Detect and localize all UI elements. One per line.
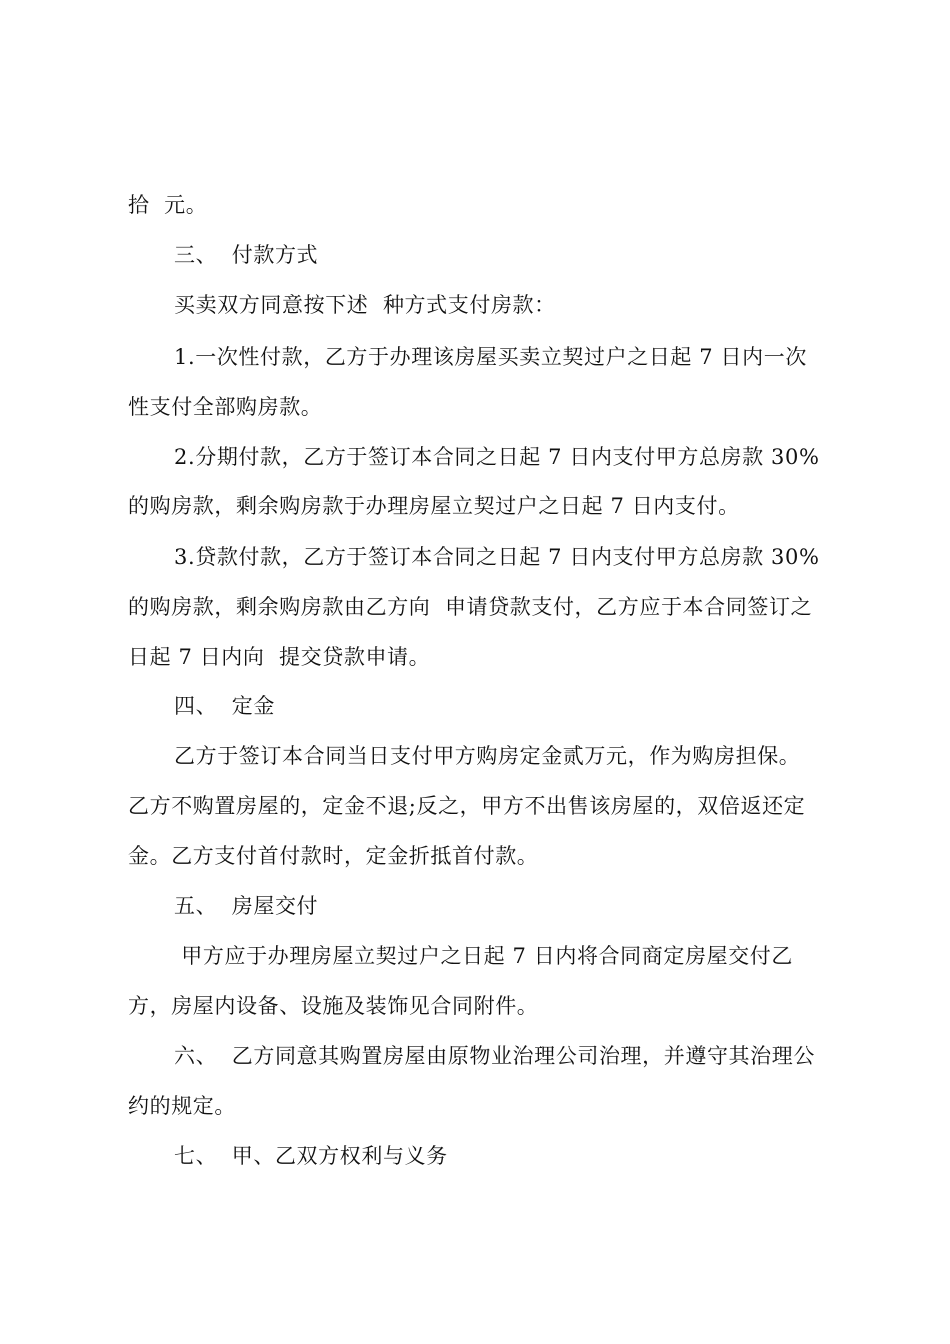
text-line: 乙方于签订本合同当日支付甲方购房定金贰万元，作为购房担保。 <box>174 744 801 768</box>
text-line: 乙方不购置房屋的，定金不退;反之，甲方不出售该房屋的，双倍返还定 <box>128 794 806 818</box>
section-heading: 七、 甲、乙双方权利与义务 <box>174 1144 448 1168</box>
text-line: 的购房款，剩余购房款由乙方向 申请贷款支付，乙方应于本合同签订之 <box>128 595 813 619</box>
text-line: 3.贷款付款，乙方于签订本合同之日起 7 日内支付甲方总房款 30% <box>174 545 820 569</box>
section-heading: 三、 付款方式 <box>174 243 319 267</box>
text-line: 金。乙方支付首付款时，定金折抵首付款。 <box>128 844 539 868</box>
text-line: 拾 元。 <box>128 193 208 217</box>
text-line: 2.分期付款，乙方于签订本合同之日起 7 日内支付甲方总房款 30% <box>174 445 820 469</box>
text-line: 约的规定。 <box>128 1094 236 1118</box>
text-line: 日起 7 日内向 提交贷款申请。 <box>128 645 431 669</box>
text-line: 1.一次性付款，乙方于办理该房屋买卖立契过户之日起 7 日内一次 <box>174 345 807 369</box>
section-heading: 五、 房屋交付 <box>174 894 319 918</box>
text-line: 甲方应于办理房屋立契过户之日起 7 日内将合同商定房屋交付乙 <box>174 944 793 968</box>
text-line: 买卖双方同意按下述 种方式支付房款： <box>174 293 556 317</box>
section-heading: 四、 定金 <box>174 694 275 718</box>
text-line: 六、 乙方同意其购置房屋由原物业治理公司治理，并遵守其治理公 <box>174 1044 815 1068</box>
text-line: 的购房款，剩余购房款于办理房屋立契过户之日起 7 日内支付。 <box>128 494 740 518</box>
text-line: 方，房屋内设备、设施及装饰见合同附件。 <box>128 994 539 1018</box>
text-line: 性支付全部购房款。 <box>128 395 323 419</box>
